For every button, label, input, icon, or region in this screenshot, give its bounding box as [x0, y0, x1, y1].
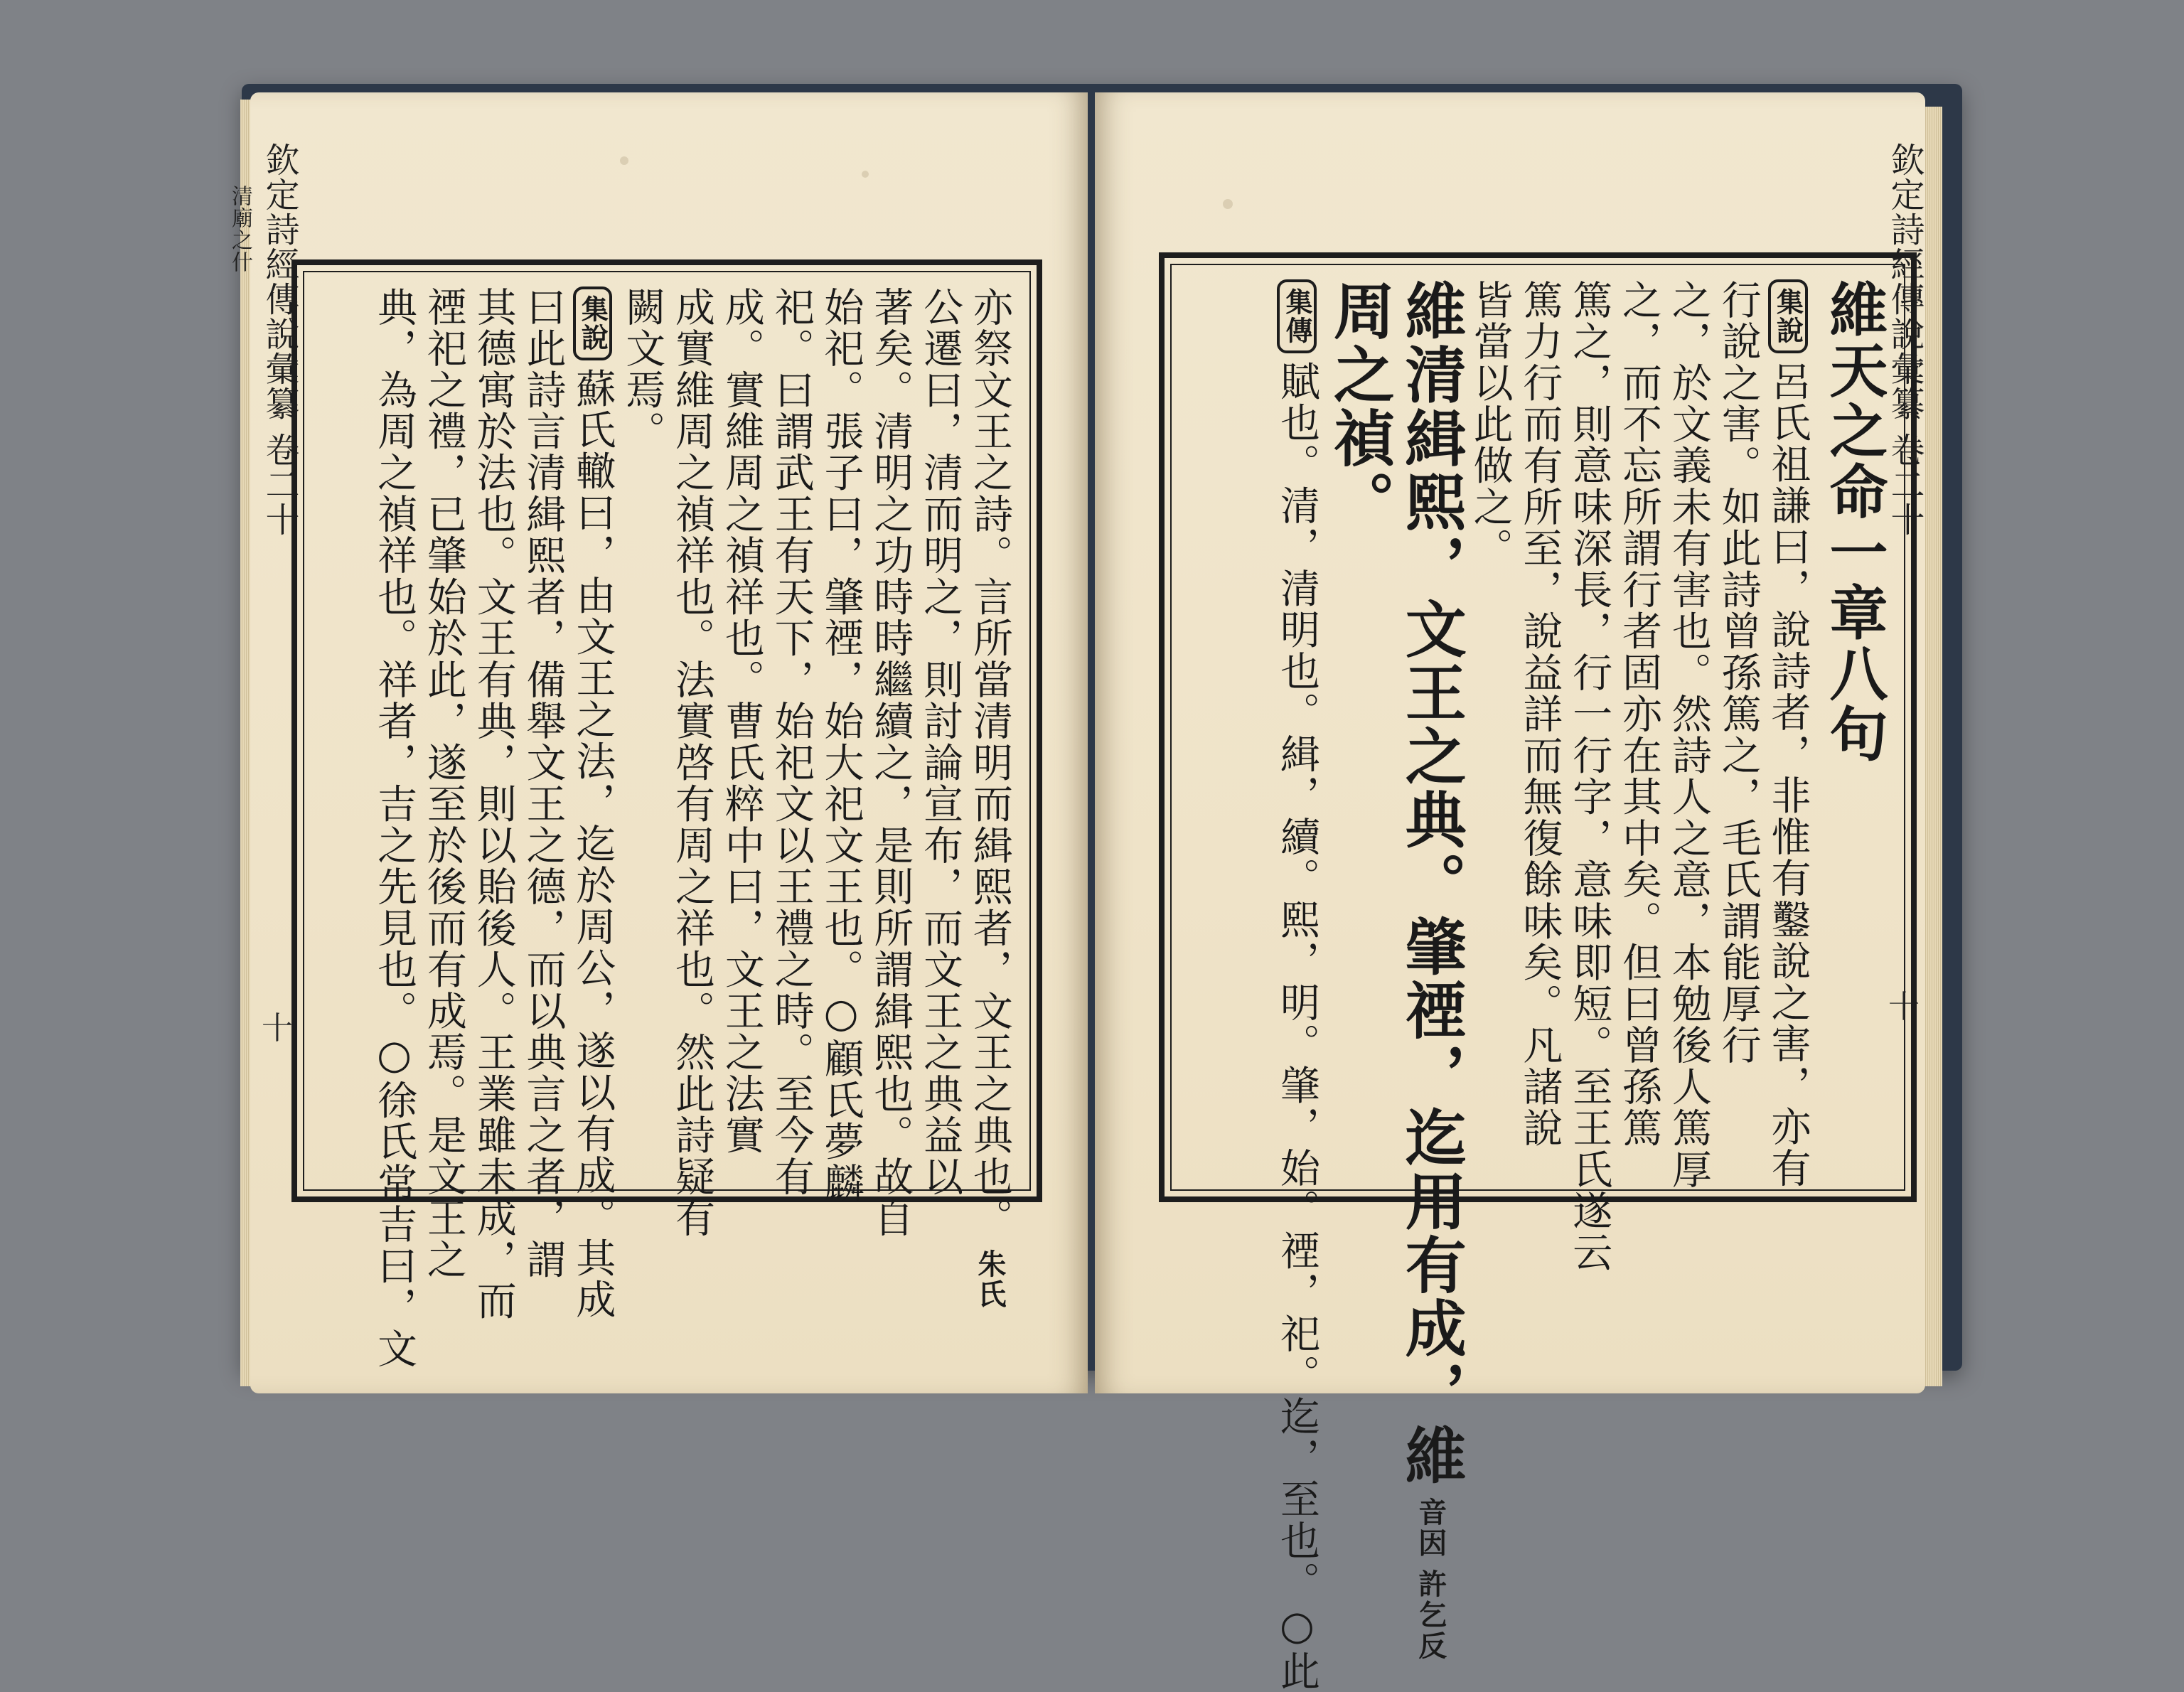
right-column — [1394, 279, 1467, 1662]
right-section-tag: 集傳 — [1277, 279, 1317, 353]
right-page — [1095, 92, 1925, 1692]
right-column — [1322, 279, 1395, 1168]
right-column — [1467, 279, 1513, 1168]
left-column-text: 著矣。清明之功時時繼續之，是則所謂緝熙也。故自 — [867, 287, 914, 1239]
left-column-text: 禋祀之禮，已肇始於此，遂至於後而有成焉。是文王之 — [420, 287, 467, 1280]
left-column-text: 公遷曰，清而明之，則討論宣布，而文王之典益以 — [917, 287, 964, 1198]
left-text-block — [321, 287, 1013, 1370]
left-column-text: 祀。曰謂武王有天下，始祀文以王禮之時。至今有 — [768, 287, 815, 1198]
left-column-note: 朱氏 — [973, 1248, 1007, 1310]
left-column-text: 蘇氏轍曰，由文王之法，迄於周公，遂以有成。其成 — [569, 368, 616, 1321]
right-column — [1616, 279, 1661, 1168]
left-margin-chapter: 清廟之什 — [228, 185, 252, 273]
right-column-text: 呂氏祖謙曰，說詩者，非惟有鑿說之害，亦有 — [1765, 360, 1811, 1189]
left-column — [768, 287, 815, 1198]
right-column — [1517, 279, 1563, 1168]
left-page — [228, 92, 1088, 1393]
left-column-text: 成實維周之禎祥也。法實啓有周之祥也。然此詩疑有 — [669, 287, 716, 1239]
left-column — [818, 287, 864, 1204]
right-section-tag: 集說 — [1768, 279, 1808, 353]
left-column — [719, 287, 764, 1168]
right-margin-title: 欽定詩經傳說彙纂 卷二十 — [1885, 142, 1925, 537]
left-column-text: 亦祭文王之詩。言所當清明而緝熙者，文王之典也。 — [967, 287, 1013, 1239]
left-column-text: 成。實維周之禎祥也。曹氏粹中曰，文王之法實 — [718, 287, 765, 1157]
left-column — [470, 287, 517, 1322]
right-column — [1715, 279, 1761, 1168]
left-column — [520, 287, 567, 1280]
right-column — [1566, 279, 1613, 1273]
left-column — [619, 287, 665, 1168]
left-column-text: 其德寓於法也。文王有典，則以貽後人。王業雖未成，而 — [470, 287, 517, 1322]
right-column-text: 維天之命一章八句 — [1820, 279, 1888, 765]
left-column-text: 曰此詩言清緝熙者，備舉文王之德，而以典言之者，謂 — [520, 287, 567, 1280]
right-column — [1665, 279, 1712, 1191]
left-margin-title: 欽定詩經傳說彙纂 卷二十 清廟之什 — [255, 142, 304, 1209]
left-column — [569, 287, 616, 1321]
left-column-text: 始祀。張子曰，肇禋，始大祀文王也。○顧氏夢麟 — [818, 287, 864, 1204]
left-column — [420, 287, 467, 1280]
left-column — [917, 287, 964, 1198]
right-column-text: 周之禎。 — [1322, 279, 1395, 534]
right-column-text: 之，於文義未有害也。然詩人之意，本勉後人篤厚 — [1665, 279, 1712, 1191]
right-text-frame — [1159, 252, 1917, 1692]
right-column-text: 行說之害。如此詩曾孫篤之，毛氏謂能厚行 — [1715, 279, 1762, 1066]
pronunciation-annotation-xu: 許乞反 — [1413, 1569, 1447, 1662]
pronunciation-annotation-yin: 音因 — [1413, 1497, 1447, 1560]
left-column — [967, 287, 1013, 1310]
right-column-text: 維清緝熙，文王之典。肇禋，迄用有成，維 — [1394, 279, 1467, 1488]
right-column — [1273, 279, 1320, 1692]
left-column — [371, 287, 418, 1370]
right-column-text: 皆當以此做之。 — [1467, 279, 1514, 569]
right-column-text: 篤力行而有所至，說益詳而無復餘味矣。凡諸說 — [1516, 279, 1563, 1150]
left-column-text: 典，為周之禎祥也。祥者，吉之先見也。○徐氏常吉曰，文 — [371, 287, 418, 1370]
right-column-text: 之，而不忘所謂行者固亦在其中矣。但曰曾孫篤 — [1616, 279, 1663, 1150]
right-column — [1821, 279, 1887, 1168]
right-column — [1765, 279, 1811, 1189]
left-column — [669, 287, 716, 1239]
right-column-text: 賦也。清，清明也。緝，續。熙，明。肇，始。禋，祀。迄，至也。○此 — [1273, 360, 1320, 1692]
right-fold-number: 十 — [1888, 989, 1920, 1025]
left-column — [867, 287, 914, 1239]
right-column-text: 篤之，則意味深長，行一行字，意味即短。至王氏遂云 — [1566, 279, 1613, 1273]
left-column-text: 闕文焉。 — [619, 287, 666, 452]
left-text-frame — [291, 259, 1042, 1370]
right-text-block — [1189, 279, 1888, 1692]
left-fold-number: 十 — [262, 1010, 293, 1046]
left-section-tag: 集說 — [573, 287, 613, 360]
